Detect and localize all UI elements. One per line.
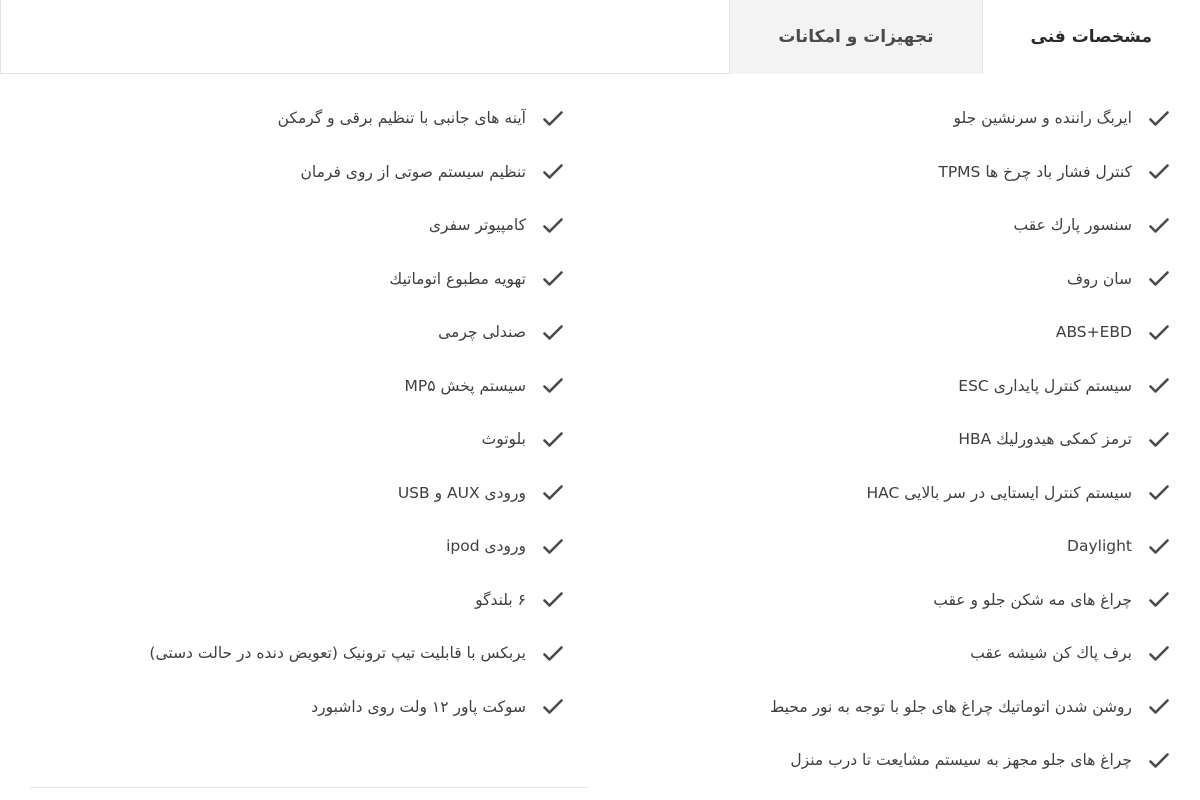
- check-icon: [1148, 643, 1170, 665]
- feature-label: برف پاك کن شیشه عقب: [970, 644, 1132, 663]
- check-icon: [542, 215, 564, 237]
- check-icon: [1148, 161, 1170, 183]
- list-item: [636, 306, 1170, 360]
- check-icon: [542, 589, 564, 611]
- comfort-features-column: [0, 92, 600, 800]
- tab-bar: [0, 0, 1200, 74]
- list-item: [30, 520, 564, 574]
- check-icon: [1148, 375, 1170, 397]
- tab-equipment-features-label: تجهیزات و امکانات: [778, 27, 934, 47]
- list-item: [30, 413, 564, 467]
- feature-label: سنسور پارك عقب: [1013, 216, 1132, 235]
- list-item: [30, 306, 564, 360]
- list-item: [30, 574, 564, 628]
- feature-label: تنظیم سیستم صوتی از روی فرمان: [300, 162, 526, 181]
- feature-label: سوکت پاور ۱۲ ولت روی داشبورد: [311, 697, 526, 716]
- check-icon: [1148, 108, 1170, 130]
- check-icon: [542, 375, 564, 397]
- check-icon: [542, 268, 564, 290]
- check-icon: [542, 161, 564, 183]
- list-item: [30, 146, 564, 200]
- feature-label: کنترل فشار باد چرخ ها TPMS: [938, 162, 1132, 181]
- feature-label: ورودی AUX و USB: [397, 483, 526, 502]
- list-item: [30, 627, 564, 681]
- tab-equipment-features[interactable]: [729, 0, 981, 74]
- tab-technical-specs[interactable]: [982, 0, 1200, 74]
- check-icon: [1148, 322, 1170, 344]
- check-icon: [542, 429, 564, 451]
- feature-label: چراغ های جلو مجهز به سیستم مشایعت تا درب منزل: [790, 751, 1132, 770]
- feature-label: ترمز کمکی هیدورلیك HBA: [958, 430, 1132, 449]
- feature-label: تهویه مطبوع اتوماتیك: [389, 269, 526, 288]
- check-icon: [542, 482, 564, 504]
- features-content: [0, 74, 1200, 800]
- list-item: [636, 92, 1170, 146]
- list-item: [636, 734, 1170, 788]
- list-item: [636, 520, 1170, 574]
- check-icon: [1148, 482, 1170, 504]
- check-icon: [1148, 429, 1170, 451]
- feature-label: سان روف: [1066, 269, 1132, 288]
- check-icon: [1148, 750, 1170, 772]
- check-icon: [1148, 536, 1170, 558]
- feature-label: ۶ بلندگو: [475, 590, 526, 609]
- list-item: [636, 360, 1170, 414]
- feature-label: بلوتوث: [481, 430, 526, 449]
- check-icon: [542, 108, 564, 130]
- feature-label: یربکس با قابلیت تیپ ترونیک (تعویض دنده در حالت دستی): [149, 644, 526, 663]
- list-item: [636, 627, 1170, 681]
- list-item: [30, 681, 564, 735]
- feature-label: سیستم کنترل ایستایی در سر بالایی HAC: [866, 483, 1132, 502]
- check-icon: [1148, 589, 1170, 611]
- list-item: [636, 467, 1170, 521]
- safety-features-column: [600, 92, 1200, 800]
- feature-label: ایربگ راننده و سرنشین جلو: [953, 109, 1132, 128]
- list-item: [30, 467, 564, 521]
- list-item: [636, 146, 1170, 200]
- feature-label: ورودی ipod: [446, 537, 526, 556]
- list-item: [30, 199, 564, 253]
- check-icon: [1148, 696, 1170, 718]
- feature-label: چراغ های مه شکن جلو و عقب: [933, 590, 1132, 609]
- check-icon: [542, 696, 564, 718]
- list-item: [636, 413, 1170, 467]
- feature-label: سیستم کنترل پایداری ESC: [958, 376, 1132, 395]
- check-icon: [542, 643, 564, 665]
- feature-label: ABS+EBD: [1055, 323, 1132, 342]
- bottom-divider: [30, 787, 588, 788]
- feature-label: Daylight: [1067, 537, 1132, 556]
- feature-label: کامپیوتر سفری: [428, 216, 526, 235]
- list-item: [636, 681, 1170, 735]
- check-icon: [542, 536, 564, 558]
- check-icon: [1148, 215, 1170, 237]
- list-item: [636, 199, 1170, 253]
- tab-technical-specs-label: مشخصات فنی: [1030, 27, 1152, 47]
- check-icon: [542, 322, 564, 344]
- feature-label: سیستم پخش MP۵: [404, 376, 526, 395]
- list-item: [636, 574, 1170, 628]
- feature-label: صندلی چرمی: [438, 323, 526, 342]
- list-item: [636, 253, 1170, 307]
- list-item: [30, 253, 564, 307]
- list-item: [30, 92, 564, 146]
- tab-bar-filler: [0, 0, 729, 73]
- check-icon: [1148, 268, 1170, 290]
- feature-label: روشن شدن اتوماتیك چراغ های جلو با توجه به نور محیط: [769, 697, 1132, 716]
- feature-label: آینه های جانبی با تنظیم برقی و گرمکن: [277, 109, 526, 128]
- list-item: [30, 360, 564, 414]
